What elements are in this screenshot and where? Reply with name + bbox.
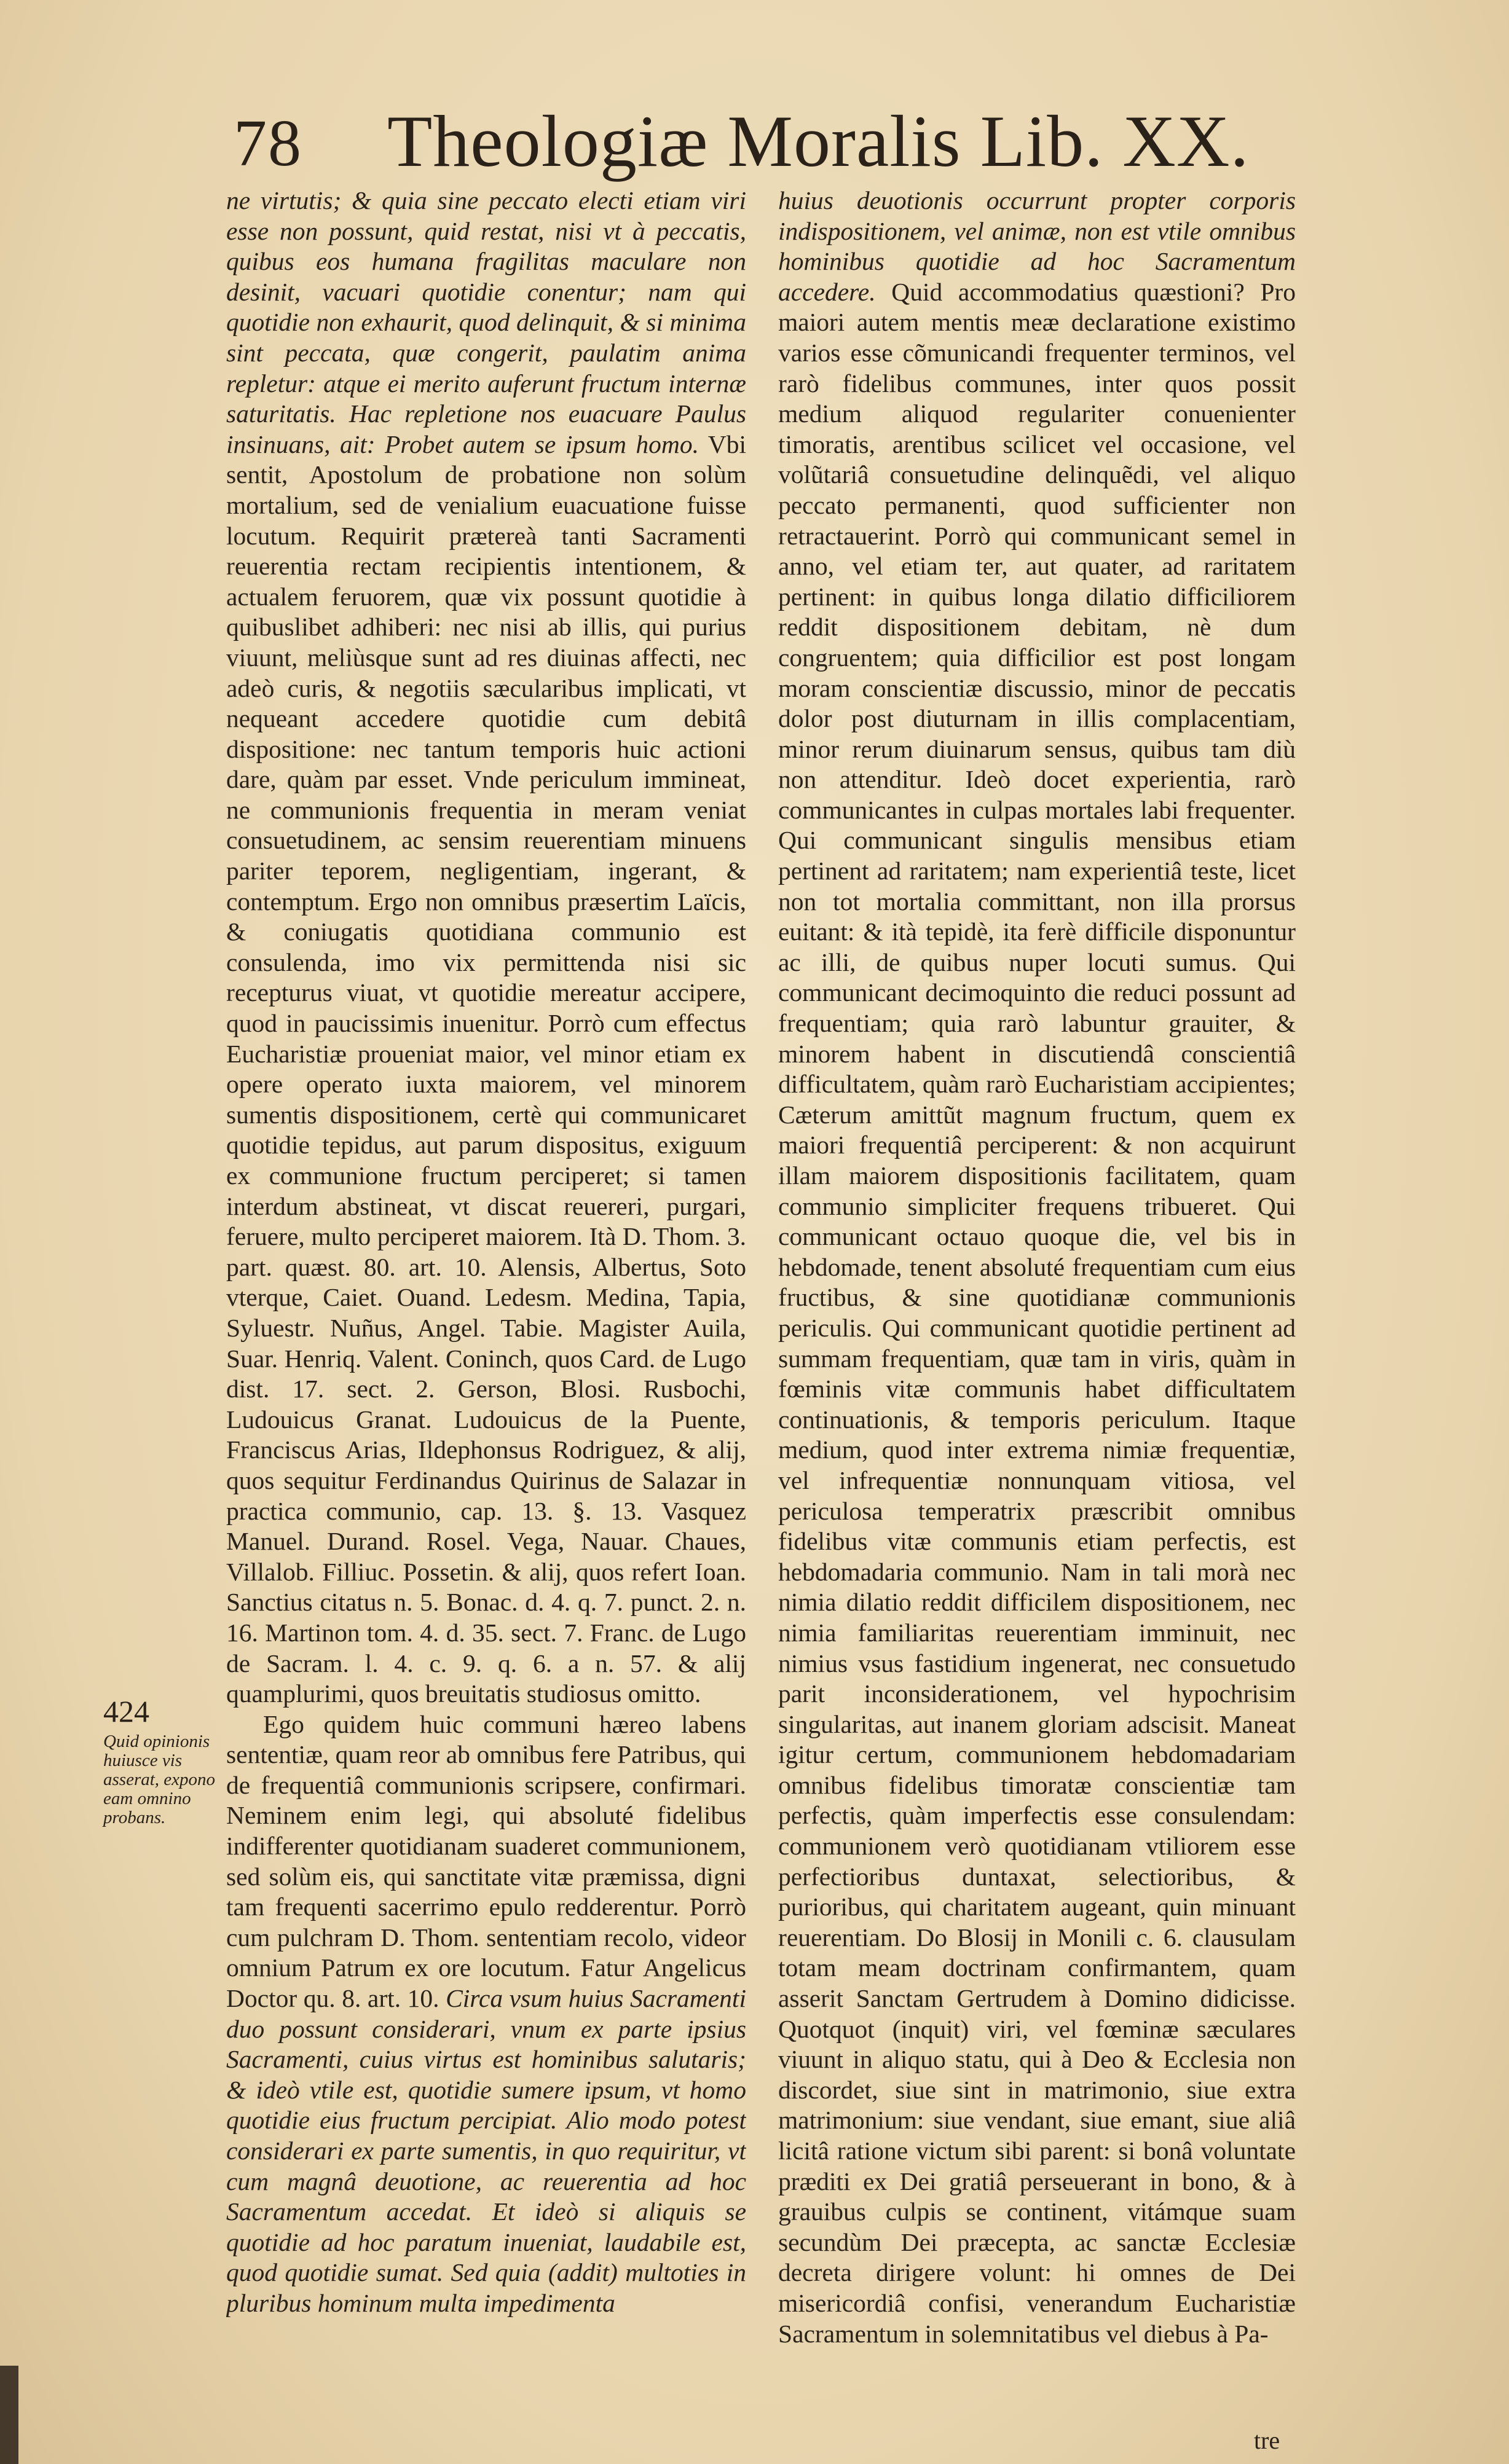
italic-quotation: huius deuotionis occurrunt propter corporis indispositionem, vel animæ, non est vtile omnibus hominibus quotidie ad hoc Sacramentum accedere.	[778, 186, 1296, 306]
body-text: Ego quidem huic communi hæreo labens sententiæ, quam reor ab omnibus fere Patribus, qui de frequentiâ communionis scripsere, confirmari. Neminem enim legi, qui absoluté fidelibus indifferenter quotidianam suaderet communionem, sed solùm eis, qui sanctitate vitæ præmissa, digni tam frequenti sacerrimo epulo redderentur. Porrò cum pulchram D. Thom. sententiam recolo, videor omnium Patrum ex ore locutum. Fatur Angelicus Doctor qu. 8. art. 10.	[226, 1709, 746, 2013]
left-column	[226, 186, 746, 2422]
body-text: Vbi sentit, Apostolum de probatione non solùm mortalium, sed de venialium euacuatione fuisse locutum. Requirit prætereà tanti Sacramenti reuerentia rectam recipientis intentionem, & actualem feruorem, quæ vix possunt quotidie à quibuslibet adhiberi: nec nisi ab illis, qui purius viuunt, meliùsque sunt ad res diuinas affecti, nec adeò curis, & negotiis sæcularibus implicati, vt nequeant accedere quotidie cum debitâ dispositione: nec tantum temporis huic actioni dare, quàm par esset. Vnde periculum immineat, ne communionis frequentia in meram veniat consuetudinem, ac sensim reuerentiam minuens pariter teporem, negligentiam, ingerant, & contemptum. Ergo non omnibus præsertim Laïcis, & coniugatis quotidiana communio est consulenda, imo vix permittenda nisi sic recepturus viuat, vt quotidie mereatur accipere, quod in paucissimis inuenitur. Porrò cum effectus Eucharistiæ proueniat maior, vel minor etiam ex opere operato iuxta maiorem, vel minorem sumentis dispositionem, certè qui communicaret quotidie tepidus, aut parum dispositus, exiguum ex communione fructum perciperet; si tamen interdum abstineat, vt discat reuereri, purgari, feruere, multo perciperet maiorem. Ità D. Thom. 3. part. quæst. 80. art. 10. Alensis, Albertus, Soto vterque, Caiet. Ouand. Ledesm. Medina, Tapia, Syluestr. Nuñus, Angel. Tabie. Magister Auila, Suar. Henriq. Valent. Coninch, quos Card. de Lugo dist. 17. sect. 2. Gerson, Blosi. Rusbochi, Ludouicus Granat. Ludouicus de la Puente, Franciscus Arias, Ildephonsus Rodriguez, & alij, quos sequitur Ferdinandus Quirinus de Salazar in practica communio, cap. 13. §. 13. Vasquez Manuel. Durand. Rosel. Vega, Nauar. Chaues, Villalob. Filliuc. Possetin. & alij, quos refert Ioan. Sanctius citatus n. 5. Bonac. d. 4. q. 7. punct. 2. n. 16. Martinon tom. 4. d. 35. sect. 7. Franc. de Lugo de Sacram. l. 4. c. 9. q. 6. a n. 57. & alij quamplurimi, quos breuitatis studiosus omitto.	[226, 430, 746, 1708]
running-title: Theologiæ Moralis Lib. XX.	[387, 100, 1250, 182]
italic-quotation: Circa vsum huius Sacramenti duo possunt considerari, vnum ex parte ipsius Sacramenti, cuius virtus est hominibus salutaris; & ideò vtile est, quotidie sumere ipsum, vt homo quotidie eius fructum percipiat. Alio modo potest considerari ex parte sumentis, in quo requiritur, vt cum magnâ deuotione, ac reuerentia ad hoc Sacramentum accedat. Et ideò si aliquis se quotidie ad hoc paratum inueniat, laudabile est, quod quotidie sumat. Sed quia (addit) multoties in pluribus hominum multa impedimenta	[226, 1984, 746, 2317]
page-header	[227, 92, 1250, 184]
body-text: Quid accommodatius quæstioni? Pro maiori autem mentis meæ declaratione existimo varios esse cõmunicandi frequenter terminos, vel rarò fidelibus communes, inter quos possit medium aliquod regulariter conuenienter timoratis, arentibus scilicet vel occasione, vel volũtariâ consuetudine delinquẽdi, vel aliquo peccato permanenti, quod sufficienter non retractauerint. Porrò qui communicant semel in anno, vel etiam ter, aut quater, ad raritatem pertinent: in quibus longa dilatio difficiliorem reddit dispositionem debitam, nè dum congruentem; quia difficilior est post longam moram conscientiæ discussio, minor de peccatis dolor post diuturnam in illis complacentiam, minor rerum diuinarum sensus, quibus tam diù non attenditur. Ideò docet experientia, rarò communicantes in culpas mortales labi frequenter. Qui communicant singulis mensibus etiam pertinent ad raritatem; nam experientiâ teste, licet non tot mortalia committant, non illa prorsus euitant: & ità tepidè, ita ferè difficile disponuntur ac illi, de quibus nuper locuti sumus. Qui communicant decimoquinto die reduci possunt ad frequentiam; quia rarò labuntur grauiter, & minorem habent in discutiendâ conscientiâ difficultatem, quàm rarò Eucharistiam accipientes; Cæterum amittũt magnum fructum, quem ex maiori frequentiâ perciperent: & non acquirunt illam maiorem dispositionis facilitatem, quam communio simpliciter frequens tribueret. Qui communicant octauo quoque die, vel bis in hebdomade, tenent absoluté frequentiam cum eius fructibus, & sine quotidianæ communionis periculis. Qui communicant quotidie pertinent ad summam frequentiam, quæ tam in viris, quàm in fœminis vitæ communis habet difficultatem continuationis, & temporis periculum. Itaque medium, quod inter extrema nimiæ frequentiæ, vel infrequentiæ nonnunquam vitiosa, vel periculosa temperatrix præscribit omnibus fidelibus vitæ communis etiam perfectis, est hebdomadaria communio. Nam in tali morà nec nimia dilatio reddit difficilem dispositionem, nec nimia familiaritas reuerentiam imminuit, nec nimius vsus fastidium ingenerat, nec consuetudo parit inconsiderationem, vel hypochrisim singularitas, aut inanem gloriam adscisit. Maneat igitur certum, communionem hebdomadariam omnibus fidelibus timoratæ conscientiæ tam perfectis, quàm imperfectis esse consulendam: communionem verò quotidianam vtiliorem esse perfectioribus duntaxat, selectioribus, & purioribus, qui charitatem augeant, quin minuant reuerentiam. Do Blosij in Monili c. 6. clausulam totam meam doctrinam confirmantem, quam asserit Sanctam Gertrudem à Domino didicisse. Quotquot (inquit) viri, vel fœminæ sæculares viuunt in aliquo statu, qui à Deo & Ecclesia non discordet, siue sint in matrimonio, siue extra matrimonium: siue vendant, siue emant, siue aliâ licitâ ratione victum sibi parent: si bonâ voluntate præditi ex Dei gratiâ perseuerant in bono, & à grauibus culpis se continent, vitámque suam secundùm Dei præcepta, ac sanctæ Ecclesiæ decreta dirigere volunt: hi omnes de Dei misericordiâ confisi, venerandum Eucharistiæ Sacramentum in solemnitatibus vel diebus à Pa-	[778, 277, 1296, 2348]
margin-note-block	[103, 1693, 232, 1827]
right-paragraph-1	[778, 186, 1296, 2349]
italic-quotation: ne virtutis; & quia sine peccato electi etiam viri esse non possunt, quid restat, nisi vt à peccatis, quibus eos humana fragilitas maculare non desinit, vacuari quotidie conentur; nam qui quotidie non exhaurit, quod delinquit, & si minima sint peccata, quæ congerit, paulatim anima repletur: atque ei merito auferunt fructum internæ saturitatis. Hac repletione nos euacuare Paulus insinuans, ait: Probet autem se ipsum homo.	[226, 186, 746, 458]
right-column	[778, 186, 1296, 2422]
left-paragraph-1	[226, 186, 746, 1709]
catchword: tre	[1254, 2427, 1280, 2454]
section-number: 424	[103, 1694, 149, 1728]
page-edge-shadow	[0, 2366, 18, 2464]
left-paragraph-2	[226, 1709, 746, 2319]
margin-note: Quid opinionis huiusce vis asserat, expono eam omnino probans.	[103, 1732, 216, 1827]
page-number: 78	[234, 107, 302, 180]
